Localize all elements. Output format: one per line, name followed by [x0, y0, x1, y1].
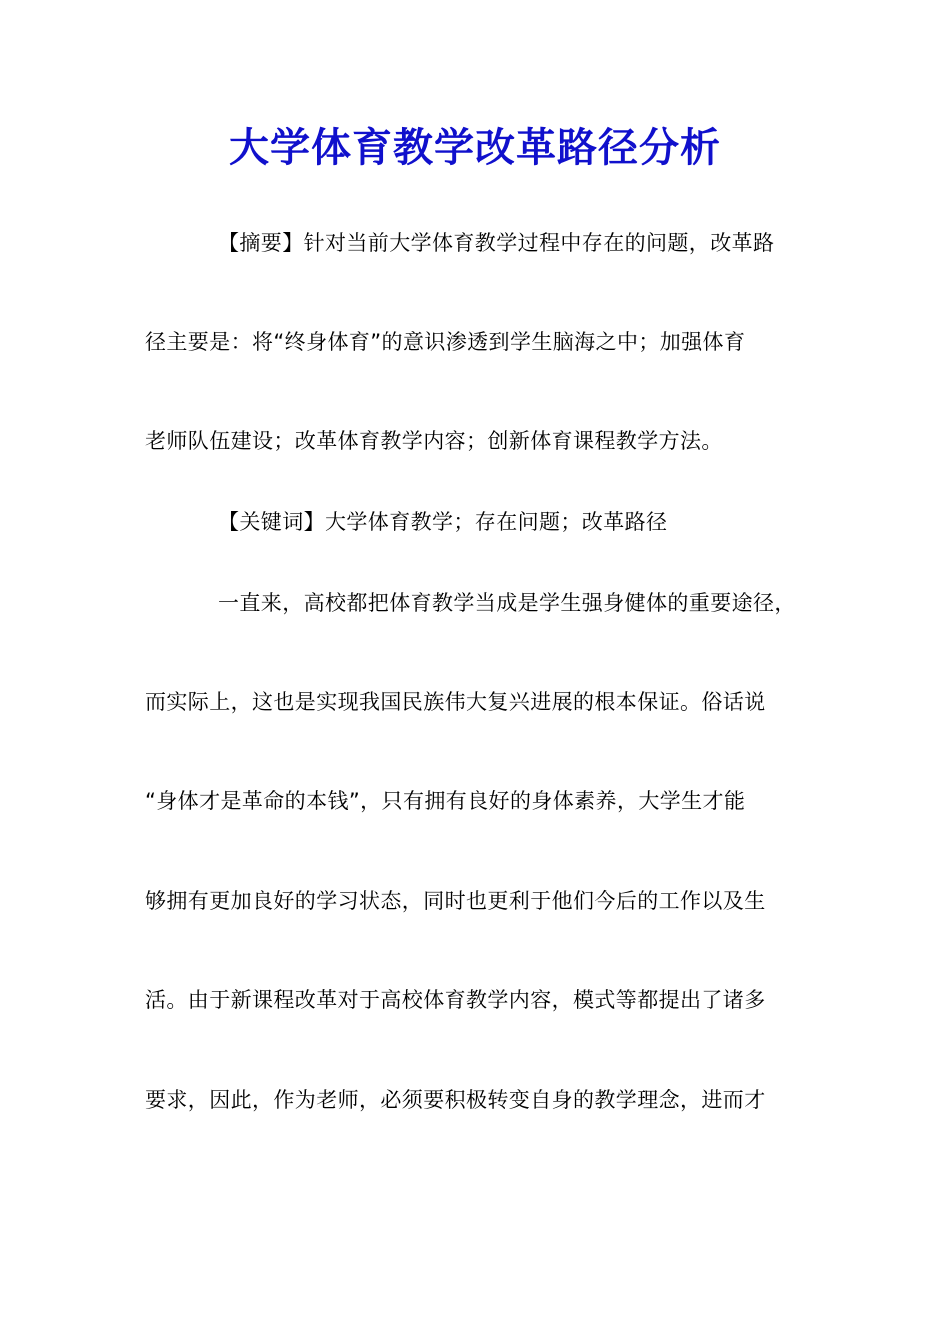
abstract-line-2: 径主要是：将“终身体育”的意识渗透到学生脑海之中；加强体育 — [145, 330, 746, 354]
abstract-line-1: 【摘要】针对当前大学体育教学过程中存在的问题，改革路 — [218, 231, 775, 255]
body-line-4: 够拥有更加良好的学习状态，同时也更利于他们今后的工作以及生 — [145, 889, 766, 913]
body-line-2: 而实际上，这也是实现我国民族伟大复兴进展的根本保证。俗话说 — [145, 690, 766, 714]
body-line-6: 要求，因此，作为老师，必须要积极转变自身的教学理念，进而才 — [145, 1088, 766, 1112]
body-line-1: 一直来，高校都把体育教学当成是学生强身健体的重要途径， — [218, 591, 796, 615]
document-title: 大学体育教学改革路径分析 — [229, 124, 721, 171]
abstract-line-3: 老师队伍建设；改革体育教学内容；创新体育课程教学方法。 — [145, 429, 723, 453]
body-line-5: 活。由于新课程改革对于高校体育教学内容，模式等都提出了诸多 — [145, 988, 766, 1012]
body-line-3: “身体才是革命的本钱”，只有拥有良好的身体素养，大学生才能 — [145, 789, 746, 813]
keywords-line: 【关键词】大学体育教学；存在问题；改革路径 — [218, 510, 668, 534]
